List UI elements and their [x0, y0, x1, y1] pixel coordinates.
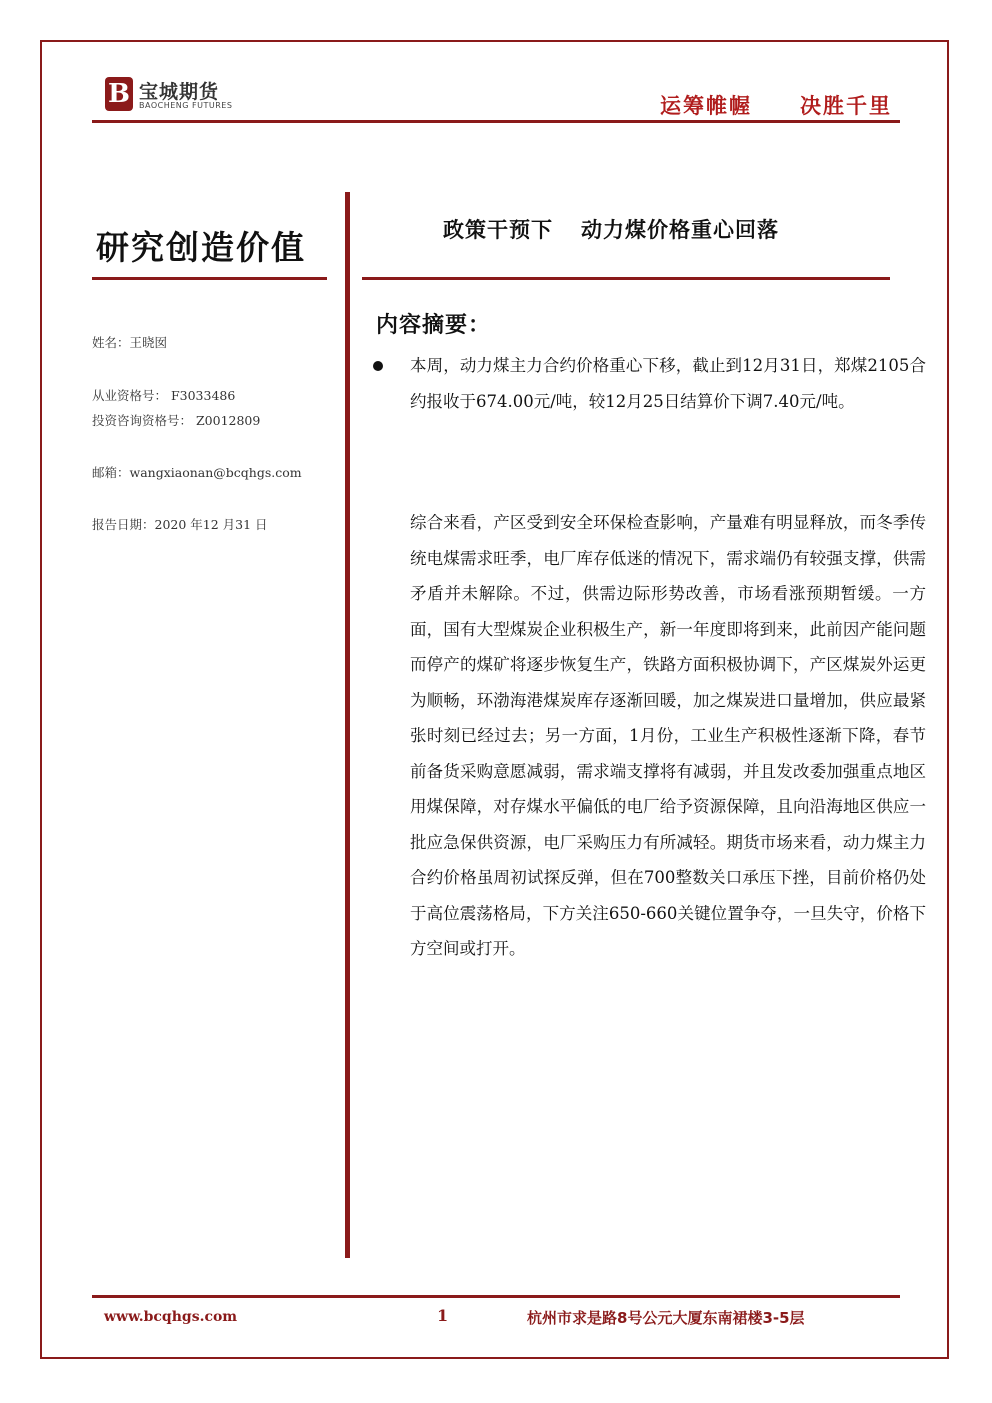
report-title-part-1: 政策干预下 [443, 218, 553, 242]
report-date: 报告日期：2020 年12 月31 日 [92, 517, 268, 532]
header-divider [92, 120, 900, 123]
summary-heading: 内容摘要： [376, 313, 492, 338]
slogan [660, 90, 892, 120]
title-divider [362, 277, 890, 280]
author-email: 邮箱：wangxiaonan@bcqhgs.com [92, 465, 302, 480]
page-number: 1 [437, 1306, 449, 1325]
logo-b-icon: B [105, 77, 133, 111]
slogan-part-1: 运筹帷幄 [660, 94, 752, 118]
summary-paragraph-1: 本周，动力煤主力合约价格重心下移，截止到12月31日，郑煤2105合约报收于674.00元/吨，较12月25日结算价下调7.40元/吨。 [410, 356, 926, 411]
report-title [443, 214, 779, 244]
footer-website-link[interactable]: www.bcqhgs.com [104, 1309, 238, 1325]
advisory-qualification-number: 投资咨询资格号： Z0012809 [92, 413, 261, 428]
sidebar-title: 研究创造价值 [96, 228, 306, 267]
footer-address: 杭州市求是路8号公元大厦东南裙楼3-5层 [527, 1309, 805, 1327]
bullet-icon [373, 361, 383, 371]
report-title-part-2: 动力煤价格重心回落 [581, 218, 779, 242]
footer-divider [92, 1295, 900, 1298]
summary-paragraph-2: 综合来看，产区受到安全环保检查影响，产量难有明显释放，而冬季传统电煤需求旺季，电厂库存低迷的情况下，需求端仍有较强支撑，供需矛盾并未解除。不过，供需边际形势改善，市场看涨预期暂缓。一方面，国有大型煤炭企业积极生产，新一年度即将到来，此前因产能问题而停产的煤矿将逐步恢复生产，铁路方面积极协调下，产区煤炭外运更为顺畅，环渤海港煤炭库存逐渐回暖，加之煤炭进口量增加，供应最紧张时刻已经过去；另一方面，1月份，工业生产积极性逐渐下降，春节前备货采购意愿减弱，需求端支撑将有减弱，并且发改委加强重点地区用煤保障，对存煤水平偏低的电厂给予资源保障，且向沿海地区供应一批应急保供资源，电厂采购压力有所减轻。期货市场来看，动力煤主力合约价格虽周初试探反弹，但在700整数关口承压下挫，目前价格仍处于高位震荡格局，下方关注650-660关键位置争夺，一旦失守，价格下方空间或打开。 [410, 513, 926, 958]
qualification-number: 从业资格号： F3033486 [92, 388, 236, 403]
slogan-part-2: 决胜千里 [800, 94, 892, 118]
column-divider [345, 192, 350, 1258]
sidebar-divider [92, 277, 327, 280]
logo-text-en: BAOCHENG FUTURES [139, 101, 233, 110]
logo-text-cn: 宝城期货 [139, 81, 220, 103]
author-name: 姓名：王晓囡 [92, 335, 168, 350]
